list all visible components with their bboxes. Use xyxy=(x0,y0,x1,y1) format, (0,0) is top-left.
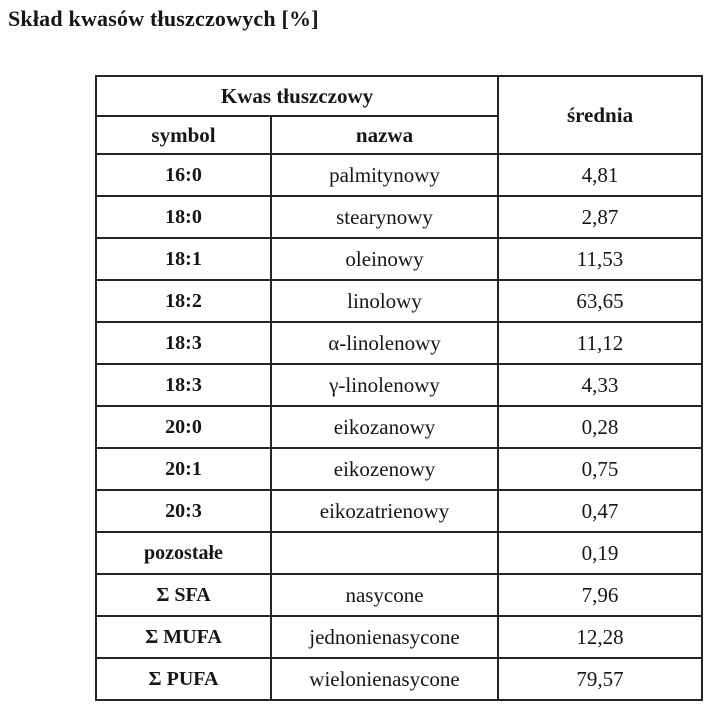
table-row xyxy=(96,406,702,448)
srednia-cell: 7,96 xyxy=(498,574,702,616)
symbol-cell: 18:1 xyxy=(96,238,271,280)
symbol-cell: 16:0 xyxy=(96,154,271,196)
srednia-cell: 0,75 xyxy=(498,448,702,490)
symbol-cell: 18:3 xyxy=(96,322,271,364)
srednia-cell: 0,19 xyxy=(498,532,702,574)
header-group-row xyxy=(96,76,702,116)
table-header xyxy=(96,76,702,154)
symbol-cell: pozostałe xyxy=(96,532,271,574)
fatty-acid-table xyxy=(95,75,703,701)
nazwa-cell: oleinowy xyxy=(271,238,498,280)
srednia-cell: 4,33 xyxy=(498,364,702,406)
nazwa-cell: γ-linolenowy xyxy=(271,364,498,406)
header-nazwa: nazwa xyxy=(271,116,498,154)
table-row xyxy=(96,238,702,280)
nazwa-cell: jednonienasycone xyxy=(271,616,498,658)
nazwa-cell: palmitynowy xyxy=(271,154,498,196)
srednia-cell: 11,12 xyxy=(498,322,702,364)
nazwa-cell: wielonienasycone xyxy=(271,658,498,700)
srednia-cell: 2,87 xyxy=(498,196,702,238)
header-srednia: średnia xyxy=(498,76,702,154)
symbol-cell: Σ MUFA xyxy=(96,616,271,658)
table-row xyxy=(96,448,702,490)
symbol-cell: 18:0 xyxy=(96,196,271,238)
srednia-cell: 63,65 xyxy=(498,280,702,322)
symbol-cell: 18:3 xyxy=(96,364,271,406)
table-row xyxy=(96,196,702,238)
table-row xyxy=(96,658,702,700)
srednia-cell: 12,28 xyxy=(498,616,702,658)
nazwa-cell: linolowy xyxy=(271,280,498,322)
table-row xyxy=(96,364,702,406)
header-symbol: symbol xyxy=(96,116,271,154)
symbol-cell: 20:3 xyxy=(96,490,271,532)
table-row xyxy=(96,322,702,364)
symbol-cell: 18:2 xyxy=(96,280,271,322)
nazwa-cell: stearynowy xyxy=(271,196,498,238)
page-title: Skład kwasów tłuszczowych [%] xyxy=(8,6,319,31)
symbol-cell: Σ SFA xyxy=(96,574,271,616)
nazwa-cell: nasycone xyxy=(271,574,498,616)
srednia-cell: 0,47 xyxy=(498,490,702,532)
nazwa-cell: eikozatrienowy xyxy=(271,490,498,532)
table-row xyxy=(96,154,702,196)
symbol-cell: Σ PUFA xyxy=(96,658,271,700)
nazwa-cell xyxy=(271,532,498,574)
srednia-cell: 0,28 xyxy=(498,406,702,448)
symbol-cell: 20:0 xyxy=(96,406,271,448)
table-row xyxy=(96,574,702,616)
nazwa-cell: eikozanowy xyxy=(271,406,498,448)
table-row xyxy=(96,616,702,658)
symbol-cell: 20:1 xyxy=(96,448,271,490)
srednia-cell: 79,57 xyxy=(498,658,702,700)
srednia-cell: 11,53 xyxy=(498,238,702,280)
table-row xyxy=(96,532,702,574)
table-row xyxy=(96,280,702,322)
table-row xyxy=(96,490,702,532)
srednia-cell: 4,81 xyxy=(498,154,702,196)
nazwa-cell: eikozenowy xyxy=(271,448,498,490)
header-kwas-tluszczowy: Kwas tłuszczowy xyxy=(96,76,498,116)
table-body xyxy=(96,154,702,700)
nazwa-cell: α-linolenowy xyxy=(271,322,498,364)
